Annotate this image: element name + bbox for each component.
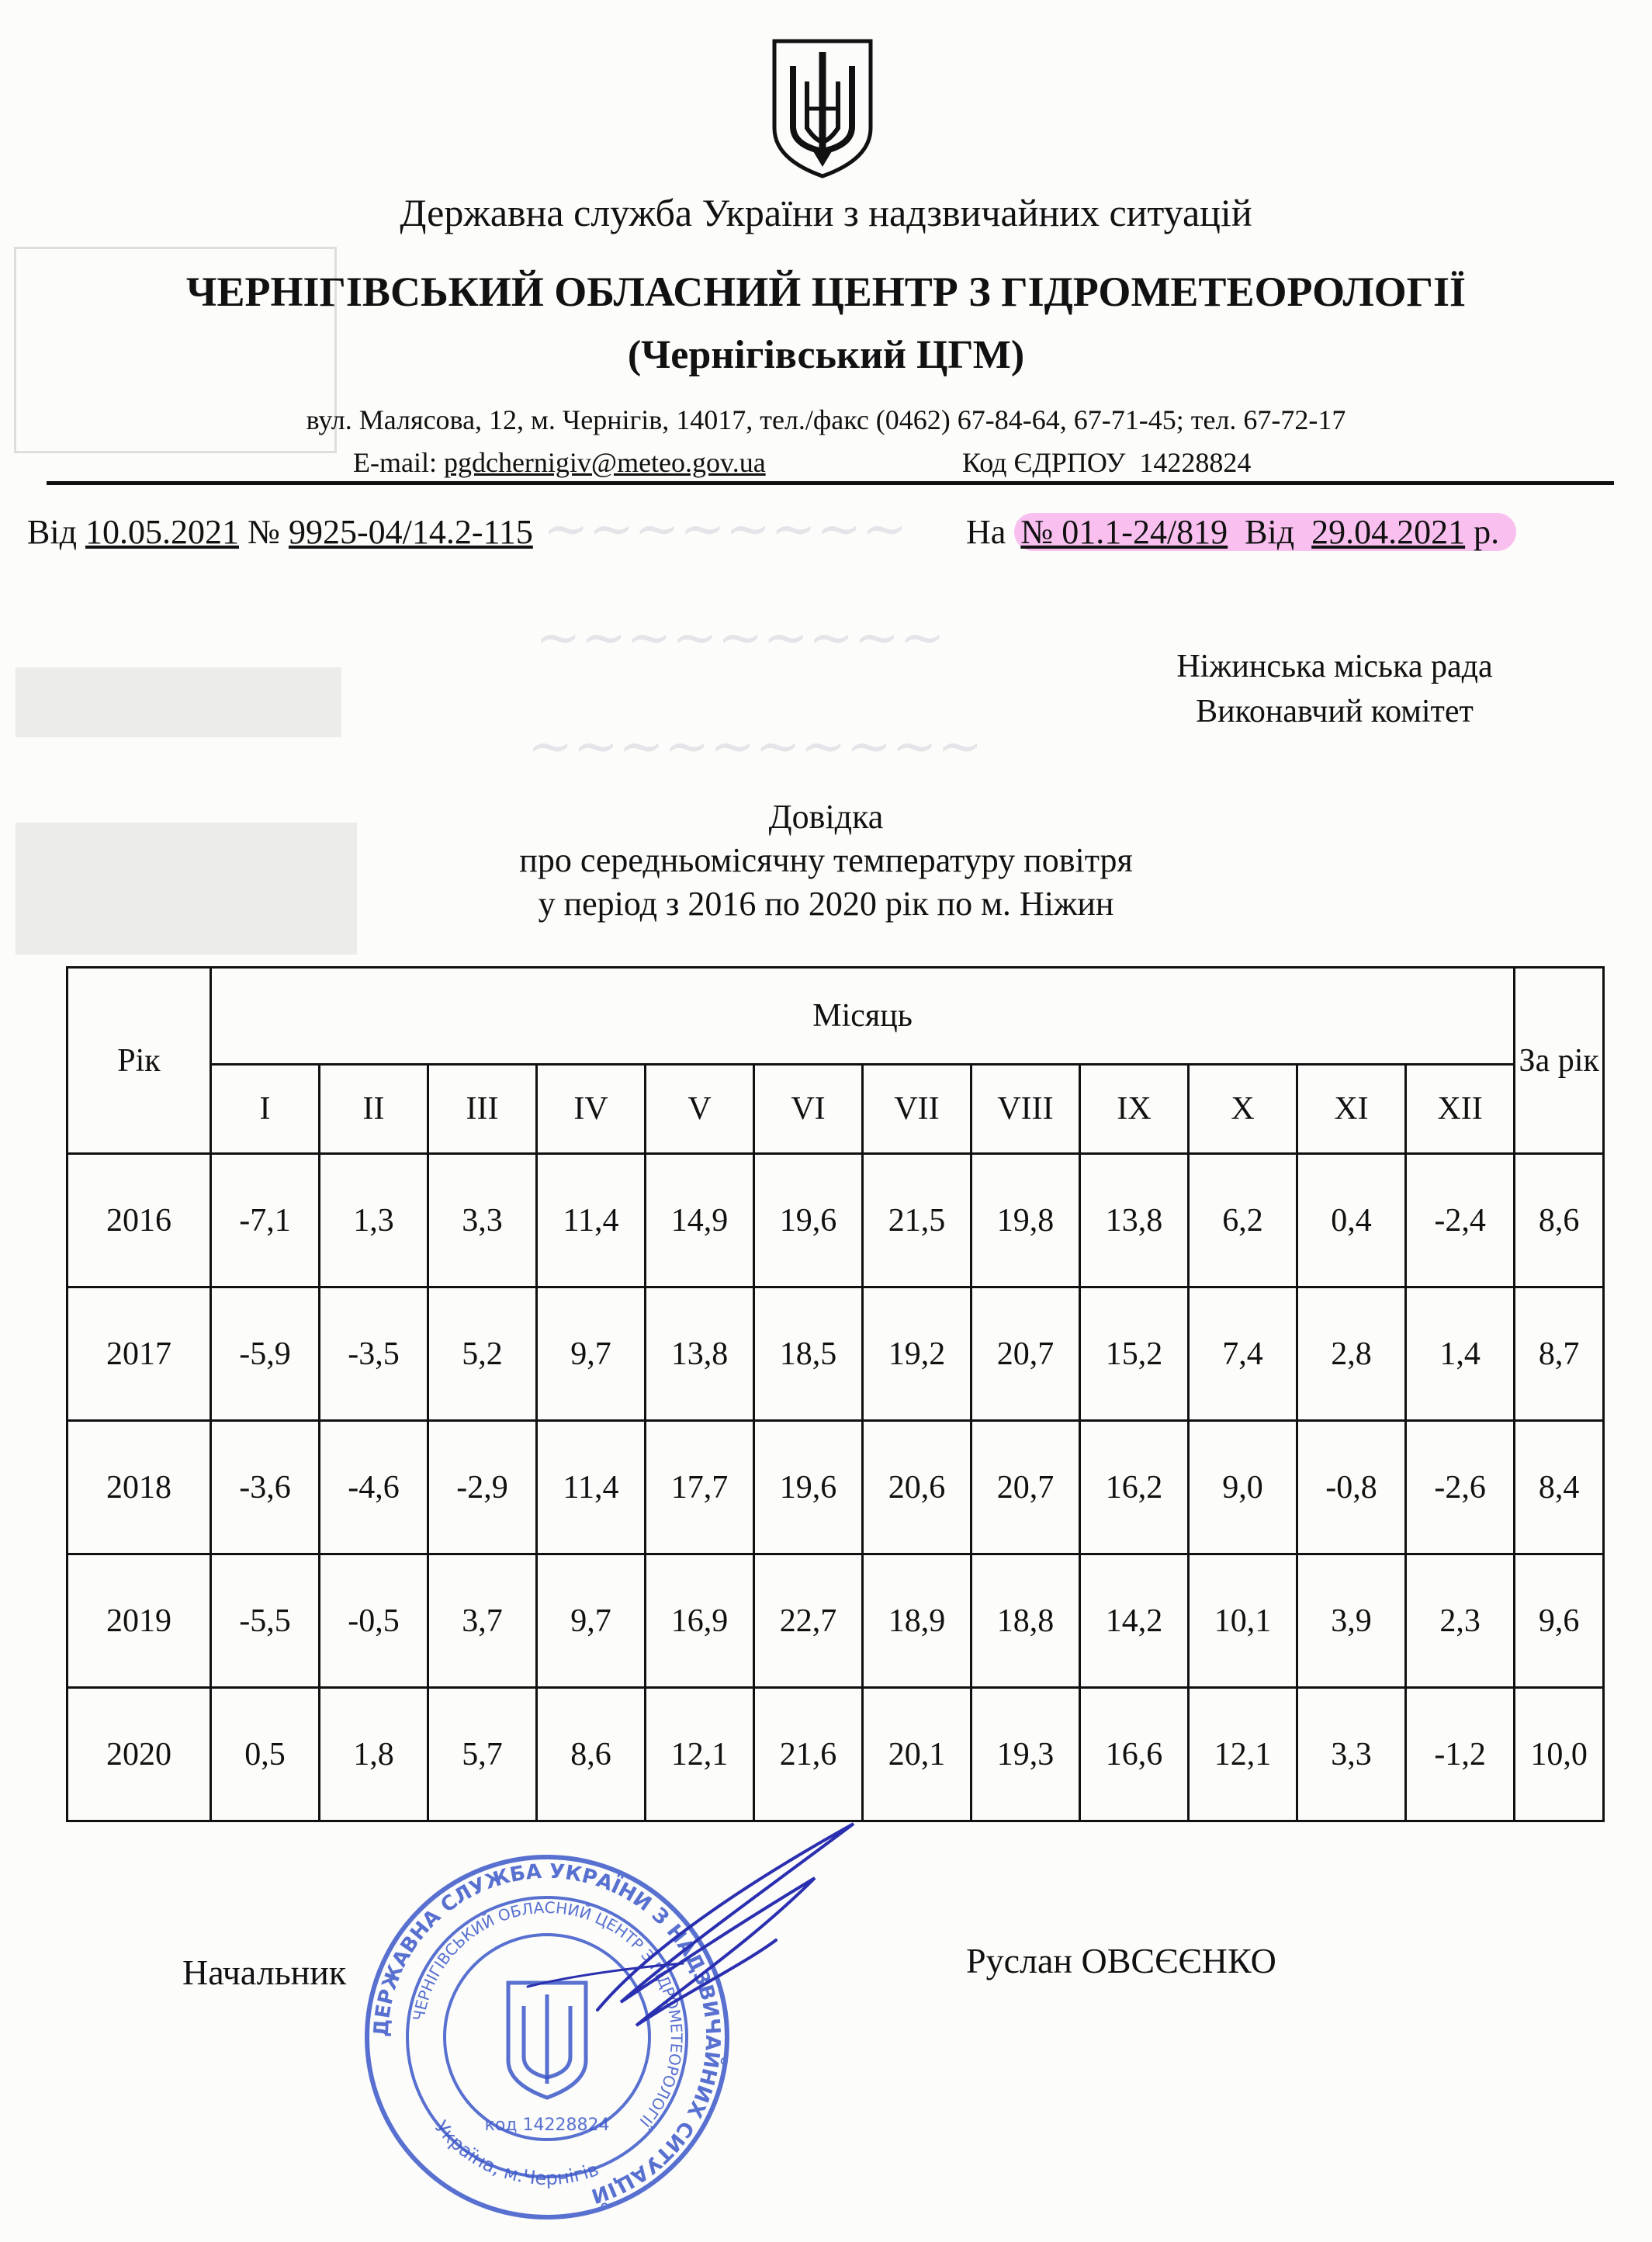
email-link[interactable]: pgdchernigiv@meteo.gov.ua [443, 447, 766, 478]
temperature-cell: -0,8 [1297, 1421, 1406, 1554]
temperature-cell: 18,8 [971, 1554, 1080, 1688]
temperature-cell: 12,1 [1189, 1688, 1297, 1821]
temperature-cell: 18,5 [754, 1287, 863, 1421]
incoming-number: № 01.1-24/819 [1020, 513, 1228, 551]
temperature-cell: -1,2 [1406, 1688, 1515, 1821]
month-header-cell: XII [1406, 1065, 1515, 1154]
temperature-cell: 17,7 [646, 1421, 754, 1554]
table-row [68, 1688, 1604, 1821]
temperature-cell: 0,5 [211, 1688, 320, 1821]
temperature-cell: 1,8 [320, 1688, 428, 1821]
temperature-cell: 9,0 [1189, 1421, 1297, 1554]
email-line [353, 446, 766, 479]
temperature-cell: -4,6 [320, 1421, 428, 1554]
year-cell: 2018 [68, 1421, 211, 1554]
temperature-cell: -2,4 [1406, 1154, 1515, 1287]
background-handwriting: ~~~~~~~~ [543, 497, 908, 560]
temperature-cell: 3,7 [428, 1554, 537, 1688]
table-row [68, 1554, 1604, 1688]
temperature-cell: 5,2 [428, 1287, 537, 1421]
organization-address: вул. Малясова, 12, м. Чернігів, 14017, тел./факс (0462) 67-84-64, 67-71-45; тел. 67-72-17 [306, 404, 1346, 435]
temperature-cell: 21,5 [863, 1154, 971, 1287]
incoming-from-label: Від [1245, 513, 1295, 551]
title-line: Довідка [768, 798, 884, 836]
month-row [68, 1065, 1604, 1154]
annual-cell: 10,0 [1515, 1688, 1604, 1821]
service-name: Державна служба України з надзвичайних ситуацій [400, 191, 1252, 234]
temperature-cell: 13,8 [1080, 1154, 1189, 1287]
title-line: про середньомісячну температуру повітря [519, 841, 1133, 879]
temperature-cell: -0,5 [320, 1554, 428, 1688]
month-header-cell: IX [1080, 1065, 1189, 1154]
temperature-cell: 21,6 [754, 1688, 863, 1821]
table-row [68, 1421, 1604, 1554]
background-handwriting: ~~~~~~~~~ [535, 605, 945, 669]
month-header-cell: VII [863, 1065, 971, 1154]
month-header-cell: VI [754, 1065, 863, 1154]
temperature-cell: 15,2 [1080, 1287, 1189, 1421]
incoming-date: 29.04.2021 [1311, 513, 1466, 551]
temperature-cell: 12,1 [646, 1688, 754, 1821]
month-header-cell: X [1189, 1065, 1297, 1154]
temperature-cell: 2,8 [1297, 1287, 1406, 1421]
temperature-cell: 20,7 [971, 1287, 1080, 1421]
temperature-table [66, 966, 1605, 1822]
stamp-code-text: код 14228824 [484, 2116, 610, 2135]
annual-cell: 9,6 [1515, 1554, 1604, 1688]
temperature-cell: 20,7 [971, 1421, 1080, 1554]
background-mark [16, 667, 341, 737]
temperature-cell: 3,3 [1297, 1688, 1406, 1821]
background-handwriting: ~~~~~~~~~~ [528, 714, 983, 778]
year-header: Рік [68, 968, 211, 1154]
temperature-cell: 11,4 [537, 1154, 646, 1287]
stamp-outer-text: ДЕРЖАВНА СЛУЖБА УКРАЇНИ З НАДЗВИЧАЙНИХ СИТУАЦІЙ [369, 1859, 725, 2208]
temperature-cell: 6,2 [1189, 1154, 1297, 1287]
month-header-cell: XI [1297, 1065, 1406, 1154]
temperature-cell: 0,4 [1297, 1154, 1406, 1287]
temperature-cell: 16,6 [1080, 1688, 1189, 1821]
temperature-cell: 18,9 [863, 1554, 971, 1688]
annual-cell: 8,4 [1515, 1421, 1604, 1554]
signer-name: Руслан ОВСЄЄНКО [966, 1941, 1276, 1980]
month-header-cell: V [646, 1065, 754, 1154]
annual-cell: 8,7 [1515, 1287, 1604, 1421]
temperature-cell: 14,2 [1080, 1554, 1189, 1688]
temperature-cell: 3,3 [428, 1154, 537, 1287]
year-cell: 2019 [68, 1554, 211, 1688]
stamp-inner-text: ЧЕРНІГІВСЬКИЙ ОБЛАСНИЙ ЦЕНТР З ГІДРОМЕТЕОРОЛОГІЇ [409, 1897, 687, 2131]
month-header-cell: II [320, 1065, 428, 1154]
temperature-cell: -7,1 [211, 1154, 320, 1287]
temperature-cell: 19,3 [971, 1688, 1080, 1821]
temperature-cell: 1,3 [320, 1154, 428, 1287]
temperature-cell: 1,4 [1406, 1287, 1515, 1421]
temperature-cell: 16,2 [1080, 1421, 1189, 1554]
temperature-cell: 19,2 [863, 1287, 971, 1421]
month-header-cell: III [428, 1065, 537, 1154]
annual-header: За рік [1515, 968, 1604, 1154]
temperature-cell: 22,7 [754, 1554, 863, 1688]
edrpou-line [962, 446, 1251, 479]
annual-cell: 8,6 [1515, 1154, 1604, 1287]
temperature-cell: -2,6 [1406, 1421, 1515, 1554]
temperature-cell: 16,9 [646, 1554, 754, 1688]
temperature-cell: 9,7 [537, 1287, 646, 1421]
coat-of-arms-icon [768, 35, 877, 182]
handwritten-signature [481, 1808, 916, 2041]
temperature-cell: -5,5 [211, 1554, 320, 1688]
temperature-cell: 8,6 [537, 1688, 646, 1821]
temperature-cell: 9,7 [537, 1554, 646, 1688]
addressee-block [1141, 644, 1529, 734]
temperature-cell: 20,6 [863, 1421, 971, 1554]
document-title [0, 795, 1652, 926]
temperature-cell: -3,6 [211, 1421, 320, 1554]
year-cell: 2020 [68, 1688, 211, 1821]
temperature-cell: 5,7 [428, 1688, 537, 1821]
temperature-cell: 19,6 [754, 1421, 863, 1554]
temperature-cell: 11,4 [537, 1421, 646, 1554]
outgoing-number-label: № [247, 513, 280, 551]
month-header-cell: VIII [971, 1065, 1080, 1154]
organization-name: ЧЕРНІГІВСЬКИЙ ОБЛАСНИЙ ЦЕНТР З ГІДРОМЕТЕОРОЛОГІЇ [185, 269, 1467, 315]
incoming-reference [966, 512, 1516, 552]
incoming-on-label: На [966, 513, 1006, 551]
incoming-suffix: р. [1474, 513, 1500, 551]
title-line: у період з 2016 по 2020 рік по м. Ніжин [538, 885, 1114, 923]
year-cell: 2016 [68, 1154, 211, 1287]
month-header: Місяць [211, 968, 1515, 1065]
outgoing-number: 9925-04/14.2-115 [288, 513, 533, 551]
header-divider [47, 481, 1614, 485]
temperature-cell: 20,1 [863, 1688, 971, 1821]
outgoing-date: 10.05.2021 [85, 513, 239, 551]
signer-position: Начальник [182, 1953, 347, 1992]
addressee-line: Ніжинська міська рада [1176, 649, 1493, 684]
stamp-bottom-text: Україна, м.Чернігів [430, 2116, 602, 2190]
temperature-cell: 3,9 [1297, 1554, 1406, 1688]
table-row [68, 1154, 1604, 1287]
organization-short-name: (Чернігівський ЦГМ) [627, 333, 1025, 377]
temperature-cell: 2,3 [1406, 1554, 1515, 1688]
temperature-cell: -5,9 [211, 1287, 320, 1421]
email-label: E-mail: [353, 447, 437, 478]
year-cell: 2017 [68, 1287, 211, 1421]
addressee-line: Виконавчий комітет [1196, 694, 1474, 729]
month-header-cell: I [211, 1065, 320, 1154]
temperature-cell: -2,9 [428, 1421, 537, 1554]
outgoing-from-label: Від [27, 513, 77, 551]
temperature-cell: 10,1 [1189, 1554, 1297, 1688]
temperature-cell: 13,8 [646, 1287, 754, 1421]
temperature-cell: 19,8 [971, 1154, 1080, 1287]
temperature-cell: 19,6 [754, 1154, 863, 1287]
table-row [68, 1287, 1604, 1421]
temperature-cell: 7,4 [1189, 1287, 1297, 1421]
edrpou-label: Код ЄДРПОУ [962, 447, 1126, 478]
temperature-cell: -3,5 [320, 1287, 428, 1421]
month-header-cell: IV [537, 1065, 646, 1154]
edrpou-code: 14228824 [1139, 447, 1252, 478]
temperature-cell: 14,9 [646, 1154, 754, 1287]
outgoing-reference [27, 512, 533, 552]
